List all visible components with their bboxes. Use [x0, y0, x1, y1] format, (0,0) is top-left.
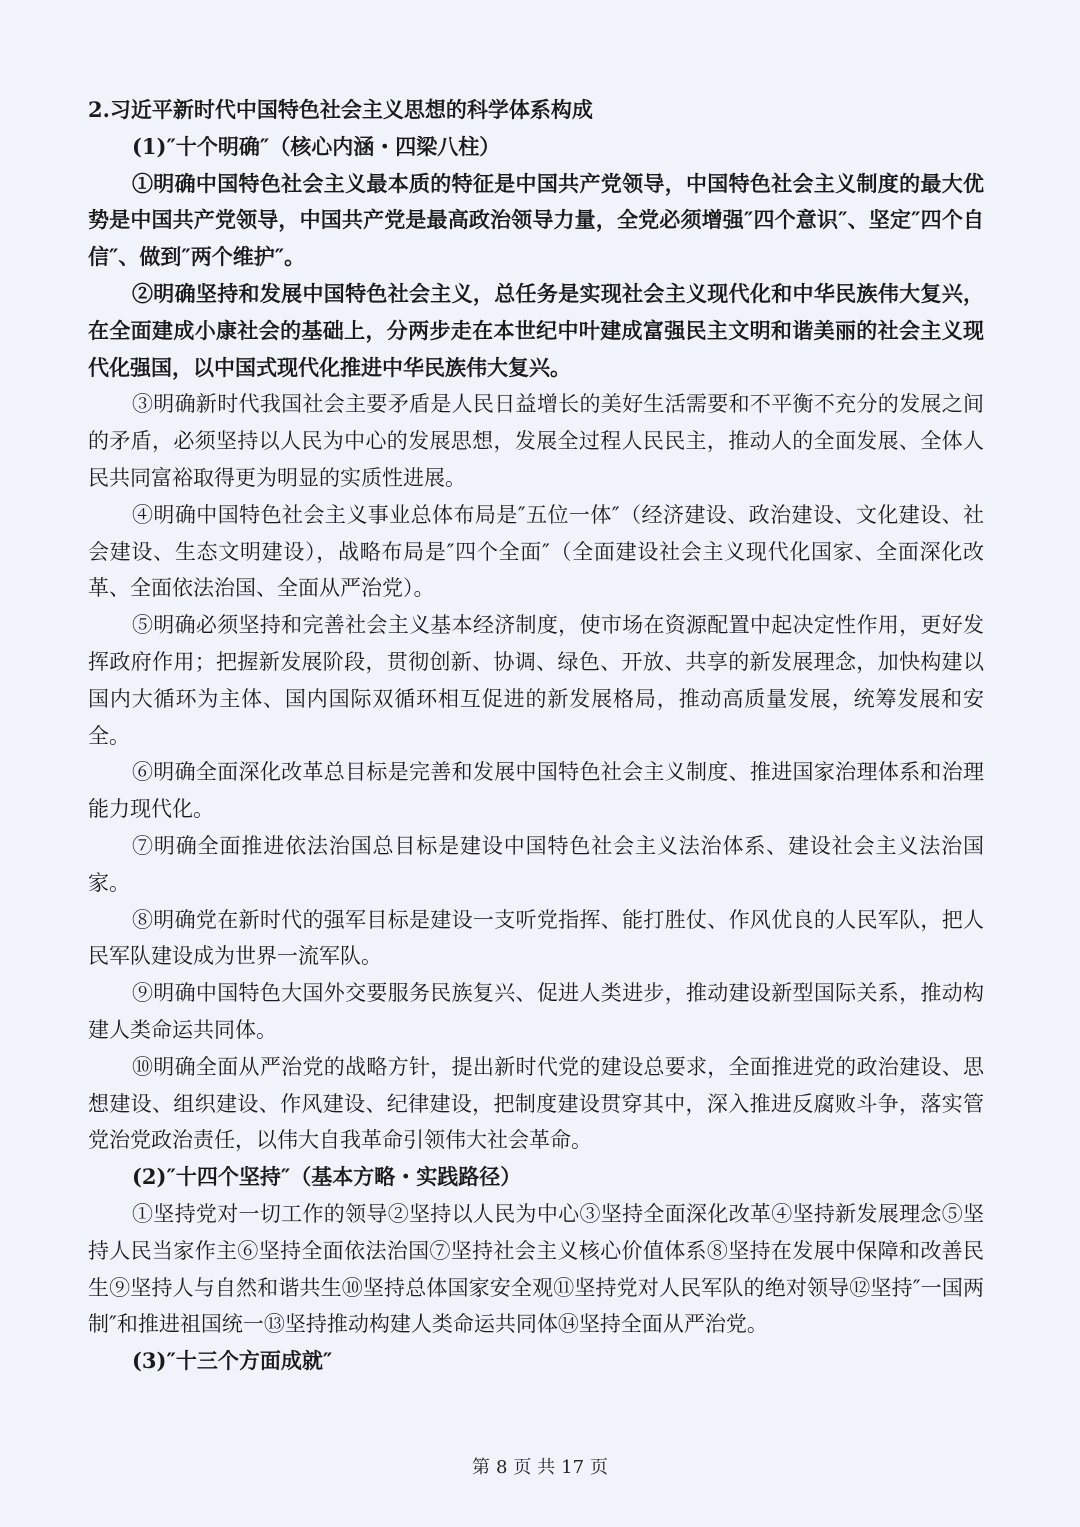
clarification-item-6: ⑥明确全面深化改革总目标是完善和发展中国特色社会主义制度、推进国家治理体系和治理能力现代化。	[88, 760, 984, 822]
clarification-item-10: ⑩明确全面从严治党的战略方针，提出新时代党的建设总要求，全面推进党的政治建设、思想建设、组织建设、作风建设、纪律建设，把制度建设贯穿其中，深入推进反腐败斗争，落实管党治党政治责任，以伟大自我革命引领伟大社会革命。	[88, 1054, 984, 1153]
footer-middle: 页 共	[513, 1457, 556, 1478]
subsection-title-thirteen-achievements: (3)″十三个方面成就″	[132, 1348, 333, 1374]
clarification-item-5: ⑤明确必须坚持和完善社会主义基本经济制度，使市场在资源配置中起决定性作用，更好发挥政府作用；把握新发展阶段，贯彻创新、协调、绿色、开放、共享的新发展理念，加快构建以国内大循环为主体、国内国际双循环相互促进的新发展格局，推动高质量发展，统筹发展和安全。	[88, 613, 984, 748]
total-pages: 17	[561, 1457, 585, 1478]
clarification-item-8: ⑧明确党在新时代的强军目标是建设一支听党指挥、能打胜仗、作风优良的人民军队，把人民军队建设成为世界一流军队。	[88, 907, 984, 969]
clarification-item-1: ①明确中国特色社会主义最本质的特征是中国共产党领导，中国特色社会主义制度的最大优势是中国共产党领导，中国共产党是最高政治领导力量，全党必须增强″四个意识″、坚定″四个自信″、做到″两个维护″。	[88, 170, 984, 270]
page-footer	[0, 1456, 1080, 1480]
subsection-title-ten-clarifications: (1)″十个明确″（核心内涵・四梁八柱）	[132, 133, 501, 159]
clarification-item-4: ④明确中国特色社会主义事业总体布局是″五位一体″（经济建设、政治建设、文化建设、社会建设、生态文明建设），战略布局是″四个全面″（全面建设社会主义现代化国家、全面深化改革、全面依法治国、全面从严治党）。	[88, 502, 984, 601]
section-heading: 2.习近平新时代中国特色社会主义思想的科学体系构成	[88, 97, 593, 122]
clarification-item-3: ③明确新时代我国社会主要矛盾是人民日益增长的美好生活需要和不平衡不充分的发展之间的矛盾，必须坚持以人民为中心的发展思想，发展全过程人民民主，推动人的全面发展、全体人民共同富裕取得更为明显的实质性进展。	[88, 392, 984, 490]
page-number: 8	[495, 1457, 508, 1478]
clarification-item-9: ⑨明确中国特色大国外交要服务民族复兴、促进人类进步，推动建设新型国际关系，推动构建人类命运共同体。	[88, 981, 984, 1042]
clarification-item-7: ⑦明确全面推进依法治国总目标是建设中国特色社会主义法治体系、建设社会主义法治国家。	[88, 833, 984, 895]
document-body	[88, 92, 984, 1380]
adherences-paragraph: ①坚持党对一切工作的领导②坚持以人民为中心③坚持全面深化改革④坚持新发展理念⑤坚持人民当家作主⑥坚持全面依法治国⑦坚持社会主义核心价值体系⑧坚持在发展中保障和改善民生⑨坚持人与自然和谐共生⑩坚持总体国家安全观⑪坚持党对人民军队的绝对领导⑫坚持″一国两制″和推进祖国统一⑬坚持推动构建人类命运共同体⑭坚持全面从严治党。	[88, 1201, 984, 1337]
clarification-item-2: ②明确坚持和发展中国特色社会主义，总任务是实现社会主义现代化和中华民族伟大复兴，在全面建成小康社会的基础上，分两步走在本世纪中叶建成富强民主文明和谐美丽的社会主义现代化强国，以中国式现代化推进中华民族伟大复兴。	[88, 280, 984, 380]
footer-suffix: 页	[590, 1457, 609, 1478]
subsection-title-fourteen-adherences: (2)″十四个坚持″（基本方略・实践路径）	[132, 1164, 522, 1190]
footer-prefix: 第	[471, 1457, 490, 1478]
